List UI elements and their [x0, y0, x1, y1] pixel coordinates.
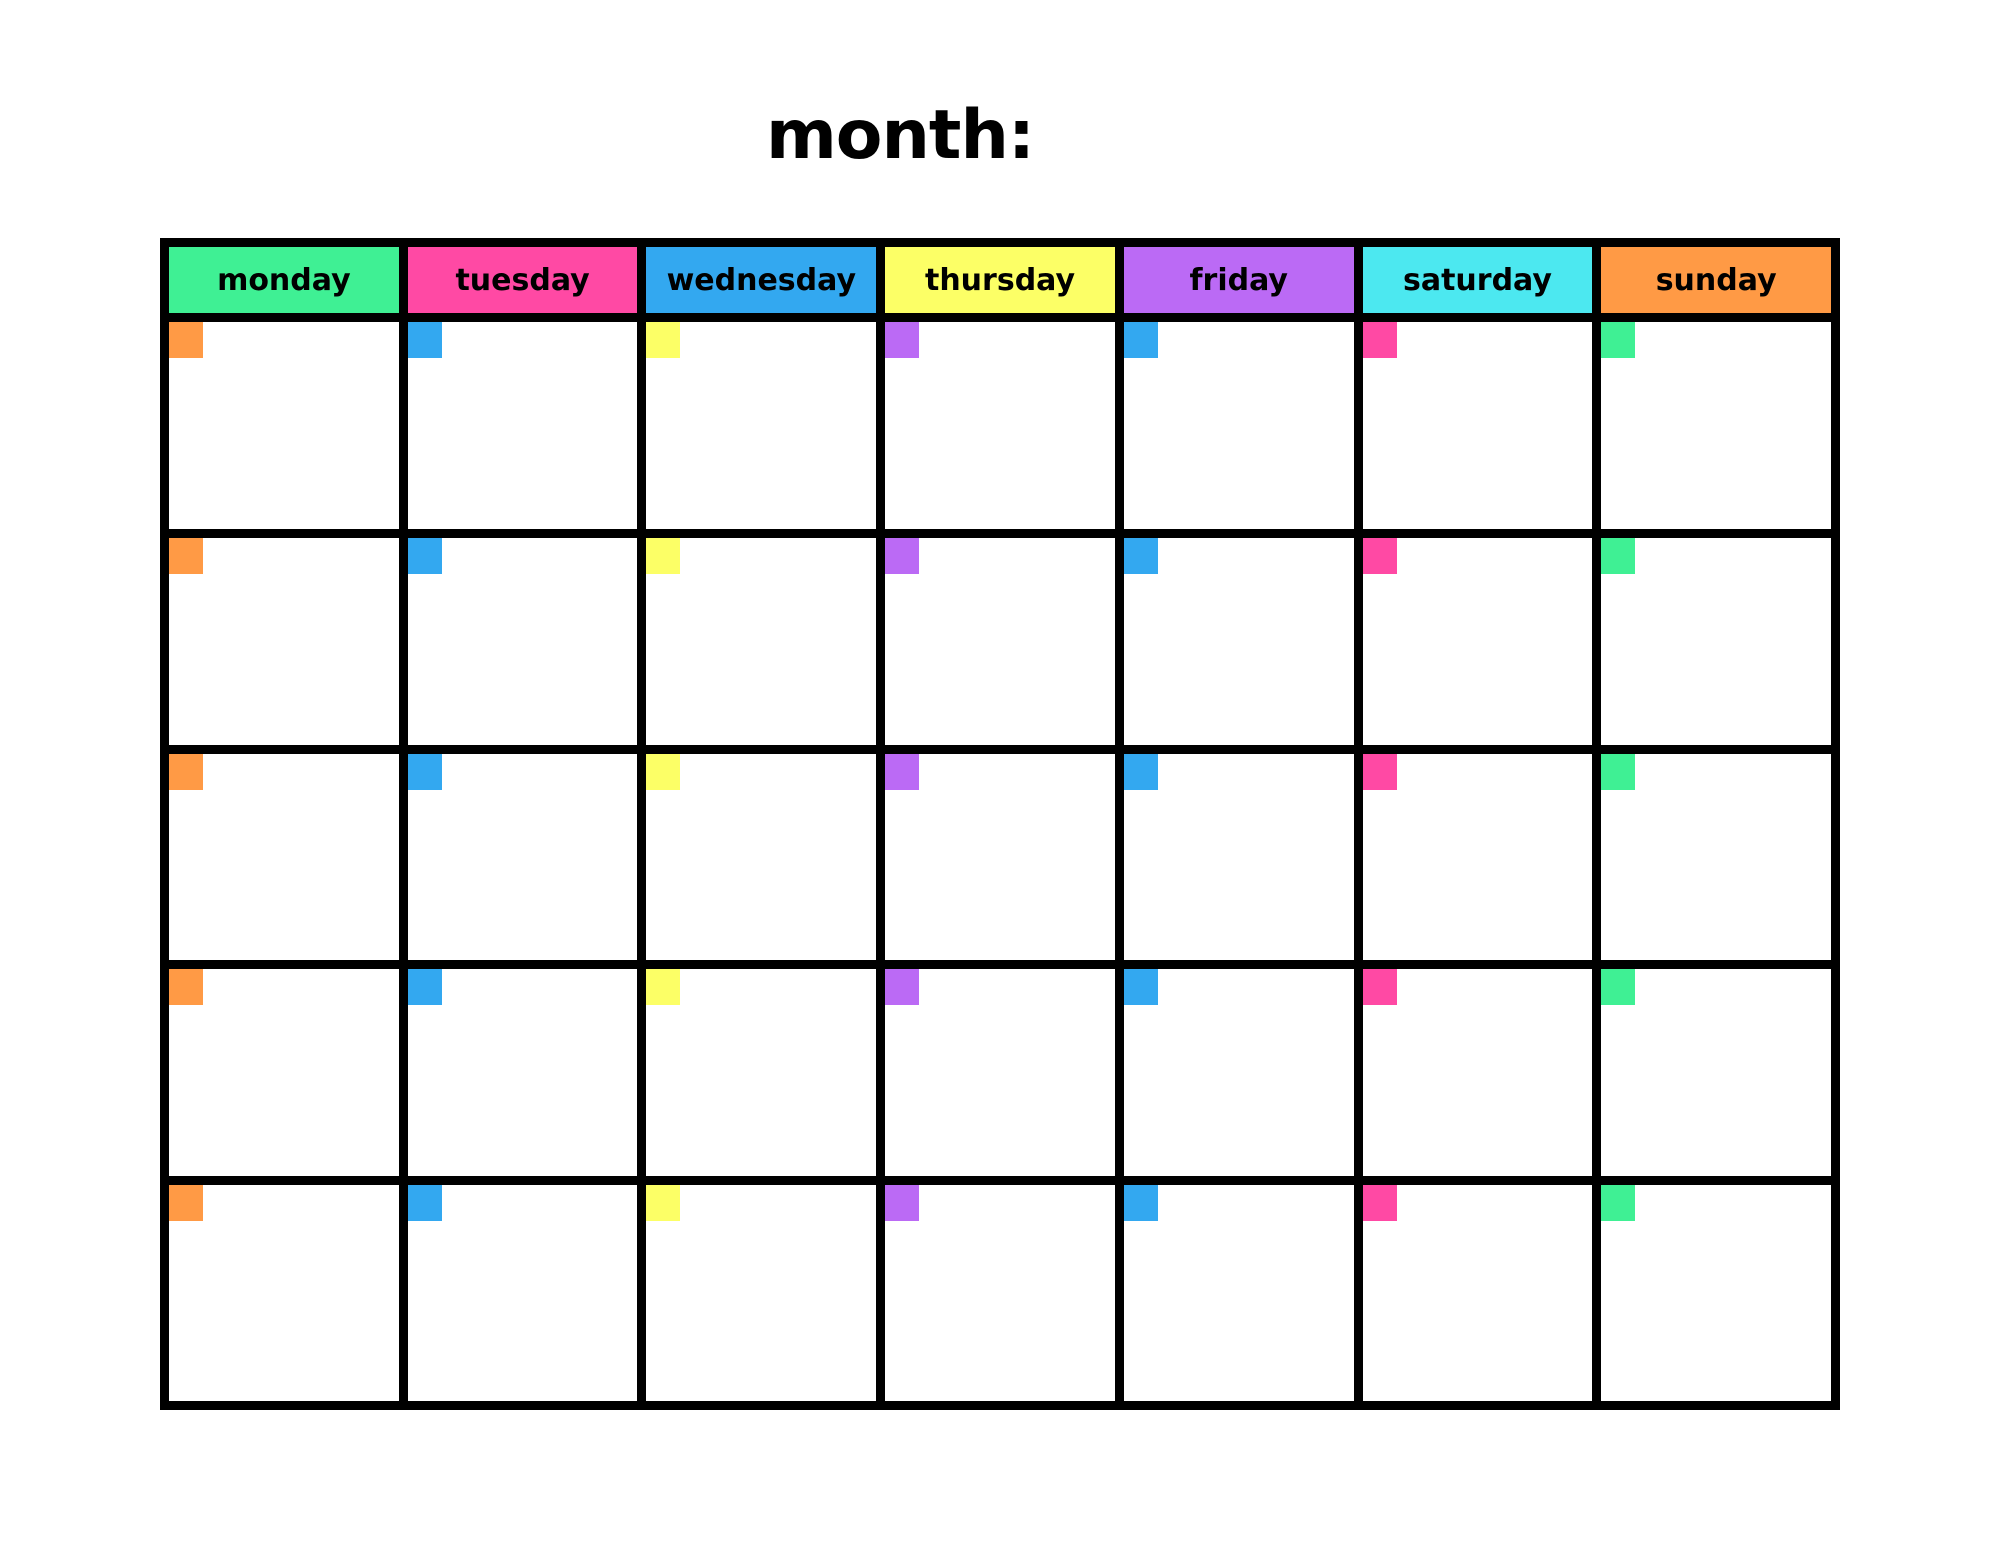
weekday-header-wednesday: [646, 247, 885, 313]
week-row: [169, 1185, 1831, 1401]
week-row: [169, 538, 1831, 754]
weekday-header-label: saturday: [1402, 262, 1552, 298]
weekday-header-label: thursday: [924, 262, 1076, 298]
date-chip: [408, 538, 442, 574]
day-cell[interactable]: [408, 538, 647, 745]
day-cell[interactable]: [885, 322, 1124, 529]
day-cell[interactable]: [1601, 538, 1831, 745]
date-chip: [885, 754, 919, 790]
date-chip: [646, 754, 680, 790]
date-chip: [1601, 969, 1635, 1005]
date-chip: [169, 322, 203, 358]
day-cell[interactable]: [408, 322, 647, 529]
day-cell[interactable]: [408, 754, 647, 961]
day-cell[interactable]: [408, 969, 647, 1176]
date-chip: [408, 754, 442, 790]
date-chip: [408, 1185, 442, 1221]
weekday-header-sunday: [1601, 247, 1831, 313]
day-cell[interactable]: [169, 754, 408, 961]
day-cell[interactable]: [1124, 969, 1363, 1176]
day-cell[interactable]: [1124, 322, 1363, 529]
day-cell[interactable]: [1601, 754, 1831, 961]
day-cell[interactable]: [169, 1185, 408, 1401]
weekday-header-thursday: [885, 247, 1124, 313]
date-chip: [1363, 969, 1397, 1005]
week-row: [169, 754, 1831, 970]
date-chip: [1363, 538, 1397, 574]
date-chip: [1601, 322, 1635, 358]
calendar-weeks: [169, 313, 1831, 1401]
day-cell[interactable]: [1363, 969, 1602, 1176]
weekday-header-label: tuesday: [455, 262, 590, 298]
weekday-header-label: sunday: [1655, 262, 1777, 298]
day-cell[interactable]: [169, 322, 408, 529]
weekday-header-monday: [169, 247, 408, 313]
day-cell[interactable]: [1363, 538, 1602, 745]
weekday-header-saturday: [1363, 247, 1602, 313]
date-chip: [885, 322, 919, 358]
day-cell[interactable]: [169, 969, 408, 1176]
day-cell[interactable]: [885, 754, 1124, 961]
day-cell[interactable]: [646, 969, 885, 1176]
date-chip: [169, 754, 203, 790]
date-chip: [1601, 754, 1635, 790]
date-chip: [408, 969, 442, 1005]
date-chip: [646, 1185, 680, 1221]
day-cell[interactable]: [169, 538, 408, 745]
date-chip: [1363, 754, 1397, 790]
date-chip: [885, 969, 919, 1005]
calendar-grid: [160, 238, 1840, 1410]
date-chip: [646, 969, 680, 1005]
day-cell[interactable]: [646, 322, 885, 529]
weekday-header-label: wednesday: [666, 262, 857, 298]
date-chip: [885, 538, 919, 574]
date-chip: [169, 969, 203, 1005]
day-cell[interactable]: [1363, 754, 1602, 961]
weekday-header-row: [169, 247, 1831, 313]
day-cell[interactable]: [1124, 1185, 1363, 1401]
day-cell[interactable]: [1363, 322, 1602, 529]
week-row: [169, 322, 1831, 538]
day-cell[interactable]: [1601, 322, 1831, 529]
date-chip: [1124, 754, 1158, 790]
date-chip: [1124, 322, 1158, 358]
weekday-header-label: friday: [1189, 262, 1288, 298]
date-chip: [1363, 1185, 1397, 1221]
date-chip: [1601, 1185, 1635, 1221]
day-cell[interactable]: [1124, 538, 1363, 745]
date-chip: [169, 1185, 203, 1221]
week-row: [169, 969, 1831, 1185]
date-chip: [646, 538, 680, 574]
day-cell[interactable]: [885, 1185, 1124, 1401]
day-cell[interactable]: [1124, 754, 1363, 961]
date-chip: [169, 538, 203, 574]
date-chip: [1601, 538, 1635, 574]
date-chip: [1124, 1185, 1158, 1221]
date-chip: [408, 322, 442, 358]
day-cell[interactable]: [885, 538, 1124, 745]
weekday-header-friday: [1124, 247, 1363, 313]
day-cell[interactable]: [1601, 969, 1831, 1176]
day-cell[interactable]: [646, 754, 885, 961]
day-cell[interactable]: [885, 969, 1124, 1176]
page-title: month:: [765, 96, 1035, 175]
date-chip: [1124, 969, 1158, 1005]
date-chip: [1124, 538, 1158, 574]
date-chip: [1363, 322, 1397, 358]
day-cell[interactable]: [1363, 1185, 1602, 1401]
date-chip: [646, 322, 680, 358]
day-cell[interactable]: [646, 538, 885, 745]
day-cell[interactable]: [408, 1185, 647, 1401]
weekday-header-tuesday: [408, 247, 647, 313]
weekday-header-label: monday: [217, 262, 351, 298]
day-cell[interactable]: [646, 1185, 885, 1401]
day-cell[interactable]: [1601, 1185, 1831, 1401]
date-chip: [885, 1185, 919, 1221]
